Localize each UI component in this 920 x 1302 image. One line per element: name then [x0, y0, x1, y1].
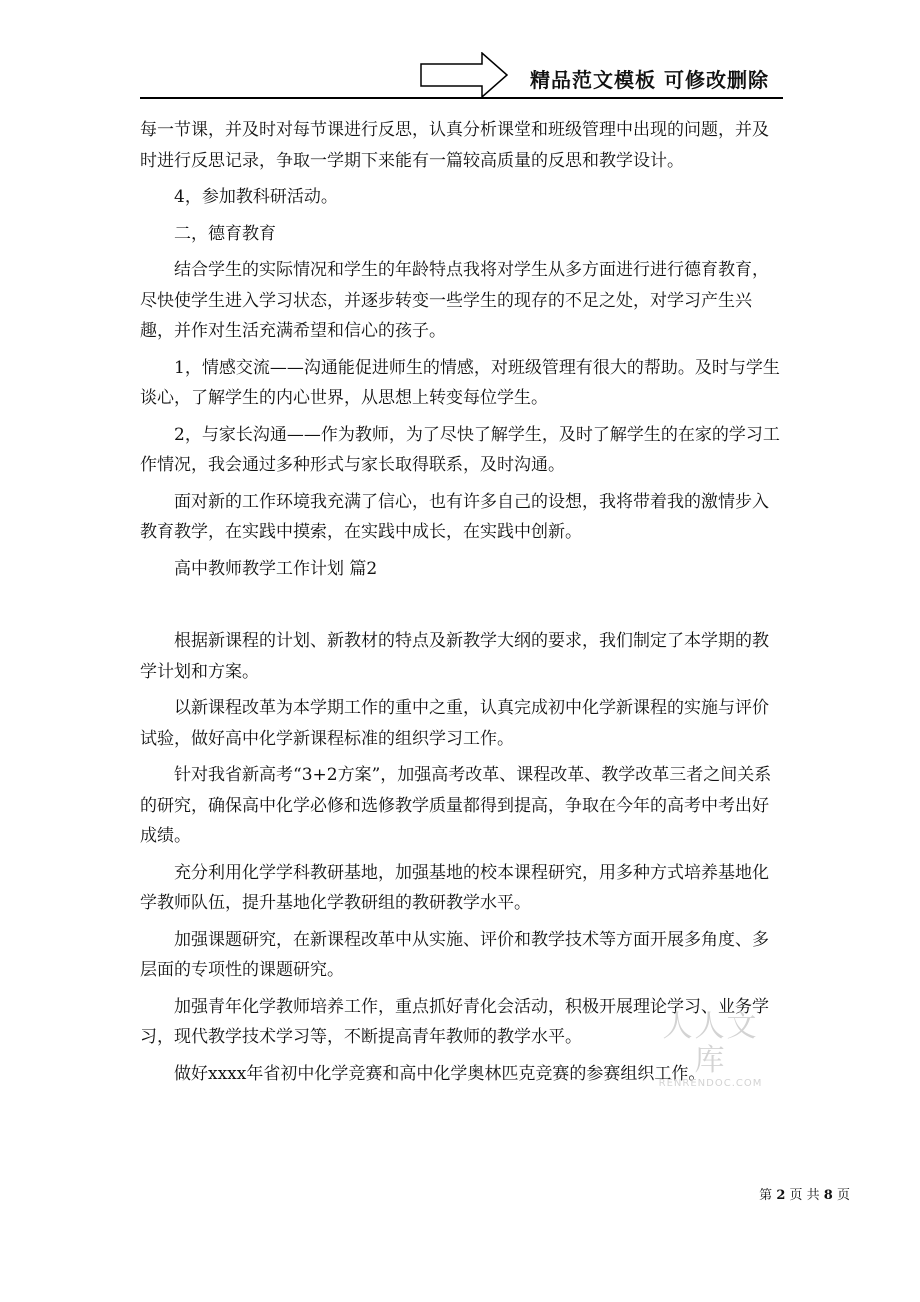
paragraph: 加强课题研究，在新课程改革中从实施、评价和教学技术等方面开展多角度、多层面的专项性的课题研究。 — [140, 929, 769, 980]
spacer — [140, 590, 783, 626]
page-middle: 页 共 — [789, 1188, 820, 1203]
page-number — [700, 1184, 850, 1203]
paragraph: 面对新的工作环境我充满了信心，也有许多自己的设想，我将带着我的激情步入教育教学，在实践中摸索，在实践中成长，在实践中创新。 — [140, 491, 769, 542]
paragraph: 结合学生的实际情况和学生的年龄特点我将对学生从多方面进行进行德育教育，尽快使学生进入学习状态，并逐步转变一些学生的现存的不足之处，对学习产生兴趣，并作对生活充满希望和信心的孩子。 — [140, 260, 769, 341]
page-prefix: 第 — [759, 1188, 773, 1203]
header-title: 精品范文模板 可修改删除 — [530, 68, 769, 92]
paragraph: 根据新课程的计划、新教材的特点及新教学大纲的要求，我们制定了本学期的教学计划和方案。 — [140, 631, 769, 682]
page-suffix: 页 — [836, 1188, 850, 1203]
paragraph: 针对我省新高考“3+2方案”，加强高考改革、课程改革、教学改革三者之间关系的研究，确保高中化学必修和选修教学质量都得到提高，争取在今年的高考中考出好成绩。 — [140, 765, 772, 846]
document-body — [140, 115, 783, 1095]
article-title: 高中教师教学工作计划 篇2 — [174, 558, 378, 579]
paragraph: 2，与家长沟通——作为教师，为了尽快了解学生，及时了解学生的在家的学习工作情况，我会通过多种形式与家长取得联系，及时沟通。 — [140, 424, 780, 475]
total-pages: 8 — [823, 1188, 833, 1203]
paragraph: 1，情感交流——沟通能促进师生的情感，对班级管理有很大的帮助。及时与学生谈心，了解学生的内心世界，从思想上转变每位学生。 — [140, 357, 780, 408]
paragraph: 做好xxxx年省初中化学竞赛和高中化学奥林匹克竞赛的参赛组织工作。 — [174, 1063, 706, 1084]
page-header — [0, 0, 920, 110]
paragraph: 4，参加教科研活动。 — [174, 187, 338, 207]
watermark-url: RENRENDOC.COM — [658, 1078, 763, 1089]
header-rule — [140, 97, 783, 99]
watermark-logo — [648, 1010, 773, 1090]
watermark-text: 人人文库 — [662, 1009, 759, 1078]
section-heading: 二，德育教育 — [174, 223, 276, 244]
paragraph: 充分利用化学学科教研基地，加强基地的校本课程研究，用多种方式培养基地化学教师队伍，提升基地化学教研组的教研教学水平。 — [140, 862, 769, 913]
arrow-right-icon — [420, 52, 508, 98]
paragraph: 加强青年化学教师培养工作，重点抓好青化会活动，积极开展理论学习、业务学习，现代教学技术学习等，不断提高青年教师的教学水平。 — [140, 996, 769, 1047]
paragraph: 以新课程改革为本学期工作的重中之重，认真完成初中化学新课程的实施与评价试验，做好高中化学新课程标准的组织学习工作。 — [140, 698, 769, 749]
paragraph: 每一节课，并及时对每节课进行反思，认真分析课堂和班级管理中出现的问题，并及时进行反思记录，争取一学期下来能有一篇较高质量的反思和教学设计。 — [140, 120, 769, 171]
current-page: 2 — [776, 1188, 786, 1203]
